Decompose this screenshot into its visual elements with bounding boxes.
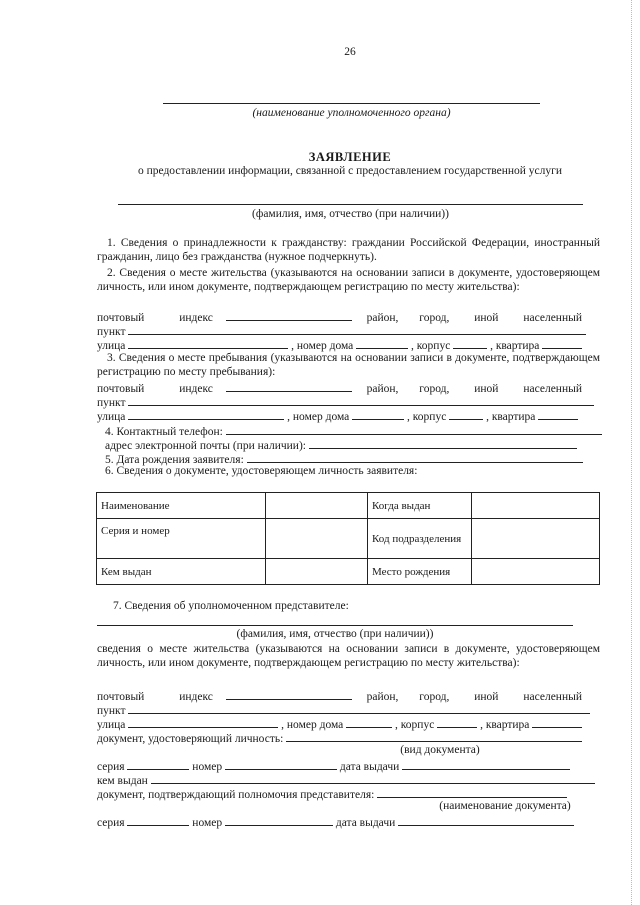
table-row	[97, 519, 600, 559]
address3-punkt-row	[97, 702, 590, 717]
item-4-phone-label: 4. Контактный телефон:	[105, 426, 223, 438]
address2-kvartira-field[interactable]	[538, 408, 578, 420]
item-3-stay: 3. Сведения о месте пребывания (указываются на основании записи в документе, подтверждающем регистрацию по месту пребывания):	[97, 352, 600, 378]
rep-id-doc-field[interactable]	[286, 730, 582, 742]
rep-id-doc-label: документ, удостоверяющий личность:	[97, 733, 284, 745]
applicant-fio-caption: (фамилия, имя, отчество (при наличии))	[252, 208, 449, 220]
rep-issued-by-row	[97, 772, 595, 787]
address1-other: иной	[474, 312, 499, 324]
address2-punkt-label: пункт	[97, 397, 126, 409]
table-cell-issued-label: Когда выдан	[368, 493, 472, 519]
address1-settlement: населенный	[523, 312, 582, 324]
address3-street-label: улица	[97, 719, 126, 731]
address2-index-label: почтовый индекс	[97, 383, 213, 395]
address1-punkt-label: пункт	[97, 326, 126, 338]
item-4-phone-row	[105, 423, 602, 438]
address1-korpus-field[interactable]	[453, 337, 487, 349]
address3-street-row	[97, 716, 582, 731]
address2-settlement: населенный	[523, 383, 582, 395]
representative-fio-caption: (фамилия, имя, отчество (при наличии))	[236, 628, 434, 640]
address3-district: район,	[366, 691, 399, 703]
address1-punkt-field[interactable]	[128, 323, 586, 335]
rep-series-field[interactable]	[127, 758, 189, 770]
table-cell-issuer-label: Кем выдан	[97, 559, 266, 585]
rep-number-label: номер	[192, 761, 223, 773]
rep-issued-by-field[interactable]	[151, 772, 595, 784]
table-cell-code-value[interactable]	[472, 519, 600, 559]
rep-series-row	[97, 758, 570, 773]
address3-kvartira-field[interactable]	[532, 716, 582, 728]
birthdate-field[interactable]	[247, 451, 583, 463]
address3-index-field[interactable]	[226, 688, 352, 700]
address2-korpus-label: , корпус	[407, 411, 447, 423]
address2-district: район,	[366, 383, 399, 395]
rep-authority-date-field[interactable]	[398, 814, 574, 826]
address2-index-field[interactable]	[226, 380, 352, 392]
address1-city: город,	[419, 312, 450, 324]
address3-settlement: населенный	[523, 691, 582, 703]
applicant-fio-line	[118, 204, 583, 205]
doc-name-caption: (наименование документа)	[439, 800, 571, 812]
rep-date-label: дата выдачи	[339, 761, 400, 773]
address3-index-label: почтовый индекс	[97, 691, 213, 703]
address2-korpus-field[interactable]	[449, 408, 483, 420]
address3-punkt-field[interactable]	[128, 702, 590, 714]
page-number: 26	[344, 46, 356, 58]
address1-house-label: , номер дома	[291, 340, 354, 352]
item-2-residence: 2. Сведения о месте жительства (указываются на основании записи в документе, удостоверяющем личность, или ином документе, подтверждающем регистрацию по месту жительства):	[97, 267, 600, 293]
rep-authority-doc-field[interactable]	[377, 786, 567, 798]
address2-house-field[interactable]	[352, 408, 404, 420]
email-field[interactable]	[309, 437, 577, 449]
table-cell-name-value[interactable]	[266, 493, 368, 519]
rep-series-label: серия	[97, 761, 125, 773]
address2-kvartira-label: , квартира	[486, 411, 536, 423]
address1-house-field[interactable]	[356, 337, 408, 349]
address3-korpus-label: , корпус	[395, 719, 435, 731]
address2-street-label: улица	[97, 411, 126, 423]
table-cell-series-value[interactable]	[266, 519, 368, 559]
rep-date-field[interactable]	[402, 758, 570, 770]
id-document-table	[96, 492, 600, 585]
scan-edge-artifact	[630, 0, 632, 905]
address2-city: город,	[419, 383, 450, 395]
table-cell-birthplace-label: Место рождения	[368, 559, 472, 585]
document-subtitle: о предоставлении информации, связанной с предоставлением государственной услуги	[137, 165, 563, 177]
address3-city: город,	[419, 691, 450, 703]
address1-kvartira-label: , квартира	[490, 340, 540, 352]
address1-street-row	[97, 337, 582, 352]
address1-index-row	[97, 309, 600, 324]
address3-house-field[interactable]	[346, 716, 392, 728]
address3-other: иной	[474, 691, 499, 703]
rep-authority-doc-row	[97, 786, 567, 801]
table-cell-name-label: Наименование	[97, 493, 266, 519]
table-cell-issuer-value[interactable]	[266, 559, 368, 585]
table-cell-birthplace-value[interactable]	[472, 559, 600, 585]
address3-house-label: , номер дома	[281, 719, 344, 731]
representative-fio-line	[97, 625, 573, 626]
doc-kind-caption: (вид документа)	[400, 744, 480, 756]
address3-kvartira-label: , квартира	[480, 719, 530, 731]
address3-punkt-label: пункт	[97, 705, 126, 717]
address2-punkt-row	[97, 394, 594, 409]
item-5-birthdate-label: 5. Дата рождения заявителя:	[105, 454, 244, 466]
address2-house-label: , номер дома	[287, 411, 350, 423]
rep-authority-date-label: дата выдачи	[335, 817, 396, 829]
rep-authority-series-row	[97, 814, 574, 829]
rep-authority-number-field[interactable]	[225, 814, 333, 826]
address1-kvartira-field[interactable]	[542, 337, 582, 349]
address2-punkt-field[interactable]	[128, 394, 594, 406]
address2-other: иной	[474, 383, 499, 395]
address1-index-label: почтовый индекс	[97, 312, 213, 324]
rep-authority-series-label: серия	[97, 817, 125, 829]
table-cell-issued-value[interactable]	[472, 493, 600, 519]
phone-field[interactable]	[226, 423, 602, 435]
address2-street-row	[97, 408, 578, 423]
rep-id-doc-row	[97, 730, 582, 745]
table-row	[97, 559, 600, 585]
address1-punkt-row	[97, 323, 586, 338]
address1-district: район,	[366, 312, 399, 324]
representative-residence: сведения о месте жительства (указываются на основании записи в документе, удостоверяющем личность, или ином документе, подтверждающем регистрацию по месту жительства):	[97, 643, 600, 669]
rep-authority-doc-label: документ, подтверждающий полномочия представителя:	[97, 789, 375, 801]
address3-index-row	[97, 688, 600, 703]
rep-authority-series-field[interactable]	[127, 814, 189, 826]
rep-issued-by-label: кем выдан	[97, 775, 148, 787]
item-5-birthdate-row	[105, 451, 583, 466]
address3-street-field[interactable]	[128, 716, 278, 728]
address2-index-row	[97, 380, 600, 395]
table-cell-series-label: Серия и номер	[97, 519, 266, 559]
address1-street-field[interactable]	[128, 337, 288, 349]
address1-street-label: улица	[97, 340, 126, 352]
address1-korpus-label: , корпус	[411, 340, 451, 352]
item-6-id-doc: 6. Сведения о документе, удостоверяющем личность заявителя:	[105, 465, 418, 477]
authority-caption: (наименование уполномоченного органа)	[252, 107, 451, 119]
item-7-representative: 7. Сведения об уполномоченном представителе:	[113, 600, 349, 612]
email-label: адрес электронной почты (при наличии):	[105, 440, 306, 452]
authority-line	[163, 103, 540, 104]
table-row	[97, 493, 600, 519]
rep-number-field[interactable]	[225, 758, 337, 770]
table-cell-code-label: Код подразделения	[368, 519, 472, 559]
rep-authority-number-label: номер	[192, 817, 223, 829]
address3-korpus-field[interactable]	[437, 716, 477, 728]
address2-street-field[interactable]	[128, 408, 284, 420]
document-title: ЗАЯВЛЕНИЕ	[308, 150, 392, 164]
item-1-citizenship: 1. Сведения о принадлежности к гражданству: граждании Российской Федерации, иностранный гражданин, лицо без гражданства (нужное подчеркнуть).	[97, 237, 600, 263]
address1-index-field[interactable]	[226, 309, 352, 321]
email-row	[105, 437, 577, 452]
